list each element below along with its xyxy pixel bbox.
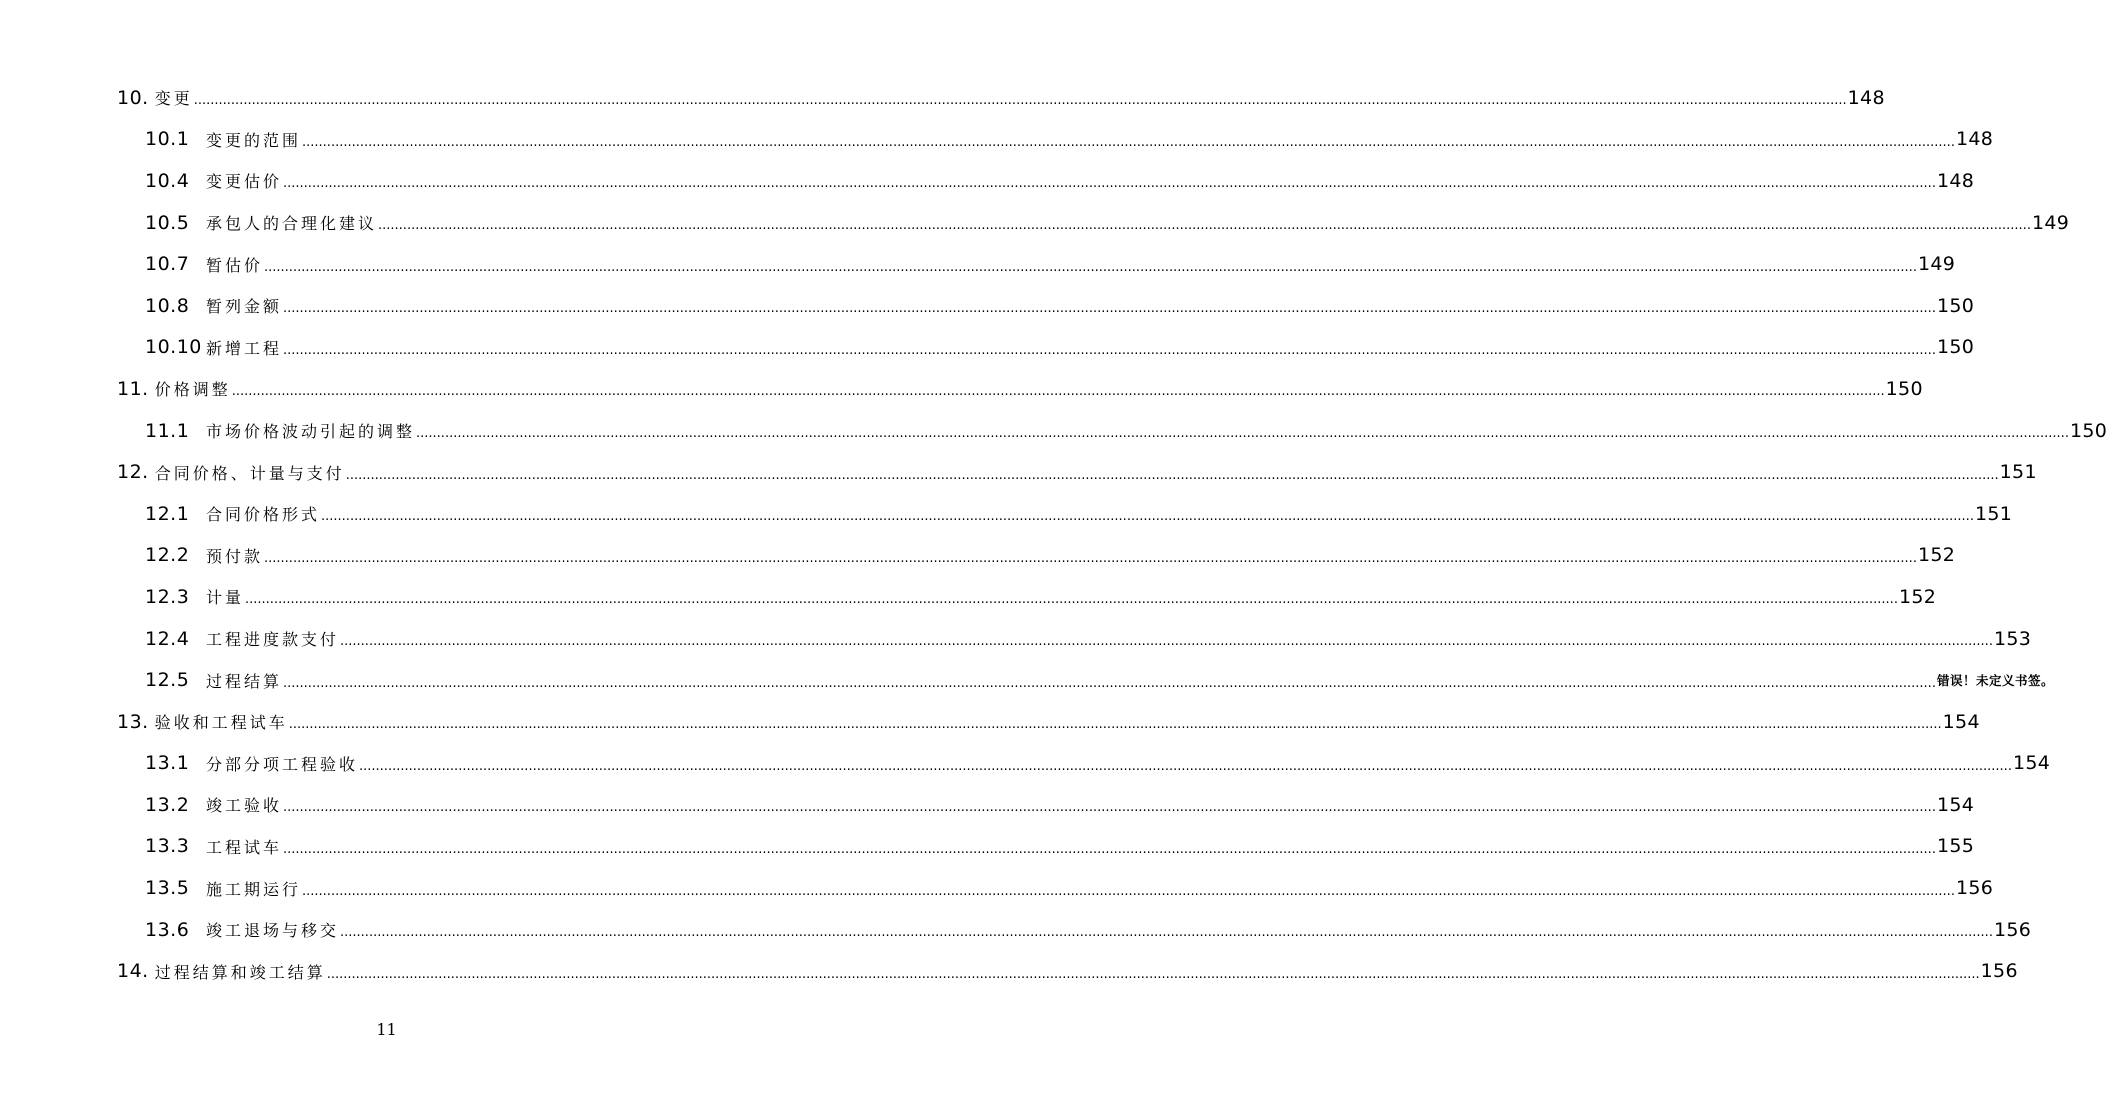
toc-entry-title: 工程进度款支付 bbox=[206, 630, 340, 650]
toc-entry-number: 13.1 bbox=[145, 752, 190, 775]
toc-section-entry[interactable] bbox=[0, 867, 1994, 909]
toc-dot-leader: ................................................................................................................................................................................................................................................................................................................................................................................................................ bbox=[340, 634, 1993, 650]
toc-entry-number: 10.7 bbox=[145, 253, 190, 276]
toc-page-number: 148 bbox=[1847, 86, 1885, 109]
toc-entry-line bbox=[0, 618, 2032, 660]
toc-entry-line bbox=[0, 160, 1975, 202]
toc-page-number: 156 bbox=[1955, 877, 1994, 900]
toc-entry-title: 预付款 bbox=[206, 546, 264, 566]
toc-entry-number: 10.8 bbox=[145, 294, 190, 317]
toc-page-number: 150 bbox=[2069, 419, 2107, 442]
toc-entry-number: 14. bbox=[117, 960, 149, 983]
toc-page-number: 150 bbox=[1936, 336, 1975, 359]
toc-entry-number: 12.5 bbox=[145, 669, 190, 692]
toc-chapter-entry[interactable] bbox=[0, 77, 1885, 119]
toc-entry-line bbox=[0, 410, 2107, 452]
toc-entry-line bbox=[0, 285, 1975, 327]
toc-section-entry[interactable] bbox=[0, 119, 1994, 161]
toc-entry-line bbox=[0, 202, 2070, 244]
toc-entry-line bbox=[0, 743, 2051, 785]
toc-entry-number: 11.1 bbox=[145, 419, 190, 442]
toc-entry-title: 竣工退场与移交 bbox=[206, 921, 340, 941]
toc-section-entry[interactable] bbox=[0, 160, 1975, 202]
toc-entry-line bbox=[0, 950, 2018, 992]
toc-chapter-entry[interactable] bbox=[0, 701, 1980, 743]
toc-dot-leader: ................................................................................................................................................................................................................................................................................................................................................................................................................ bbox=[340, 925, 1993, 941]
toc-entry-number: 12.4 bbox=[145, 627, 190, 650]
toc-entry-title: 变更 bbox=[154, 89, 193, 109]
toc-dot-leader: ................................................................................................................................................................................................................................................................................................................................................................................................................ bbox=[326, 966, 1980, 982]
toc-entry-line bbox=[0, 77, 1885, 119]
toc-dot-leader: ................................................................................................................................................................................................................................................................................................................................................................................................................ bbox=[288, 717, 1942, 733]
toc-entry-line bbox=[0, 493, 2013, 535]
toc-entry-number: 12. bbox=[117, 461, 149, 484]
toc-entry-number: 10.10 bbox=[145, 336, 202, 359]
toc-entry-title: 合同价格、计量与支付 bbox=[154, 463, 345, 483]
toc-entry-title: 竣工验收 bbox=[206, 796, 283, 816]
toc-chapter-entry[interactable] bbox=[0, 451, 2037, 493]
toc-page-number: 152 bbox=[1917, 544, 1956, 567]
toc-page-number: 156 bbox=[1993, 918, 2032, 941]
toc-page-number: 148 bbox=[1936, 169, 1975, 192]
toc-dot-leader: ................................................................................................................................................................................................................................................................................................................................................................................................................ bbox=[416, 426, 2069, 442]
toc-entry-title: 新增工程 bbox=[206, 338, 283, 358]
toc-page-number: 148 bbox=[1955, 128, 1994, 151]
toc-entry-title: 分部分项工程验收 bbox=[206, 754, 359, 774]
toc-section-entry[interactable] bbox=[0, 410, 2107, 452]
toc-page-number: 149 bbox=[2031, 211, 2070, 234]
toc-entry-line bbox=[0, 659, 2054, 701]
toc-section-entry[interactable] bbox=[0, 243, 1956, 285]
toc-dot-leader: ................................................................................................................................................................................................................................................................................................................................................................................................................ bbox=[345, 467, 1999, 483]
toc-dot-leader: ................................................................................................................................................................................................................................................................................................................................................................................................................ bbox=[283, 301, 1936, 317]
toc-entry-number: 10. bbox=[117, 86, 149, 109]
toc-dot-leader: ................................................................................................................................................................................................................................................................................................................................................................................................................ bbox=[283, 800, 1936, 816]
toc-section-entry[interactable] bbox=[0, 327, 1975, 369]
toc-page-number: 154 bbox=[2012, 752, 2051, 775]
toc-section-entry[interactable] bbox=[0, 493, 2013, 535]
toc-page-number: 154 bbox=[1942, 710, 1980, 733]
toc-entry-line bbox=[0, 701, 1980, 743]
toc-dot-leader: ................................................................................................................................................................................................................................................................................................................................................................................................................ bbox=[245, 592, 1898, 608]
toc-entry-title: 变更估价 bbox=[206, 172, 283, 192]
toc-entry-number: 13.5 bbox=[145, 877, 190, 900]
toc-entry-title: 合同价格形式 bbox=[206, 505, 321, 525]
toc-dot-leader: ................................................................................................................................................................................................................................................................................................................................................................................................................ bbox=[321, 509, 1974, 525]
toc-entry-number: 12.2 bbox=[145, 544, 190, 567]
toc-bookmark-error: 错误！未定义书签。 bbox=[1936, 673, 2054, 689]
toc-dot-leader: ................................................................................................................................................................................................................................................................................................................................................................................................................ bbox=[378, 218, 2031, 234]
toc-entry-title: 价格调整 bbox=[154, 380, 231, 400]
toc-dot-leader: ................................................................................................................................................................................................................................................................................................................................................................................................................ bbox=[359, 758, 2012, 774]
toc-page-number: 149 bbox=[1917, 253, 1956, 276]
toc-entry-line bbox=[0, 826, 1975, 868]
toc-dot-leader: ................................................................................................................................................................................................................................................................................................................................................................................................................ bbox=[283, 176, 1936, 192]
toc-entry-line bbox=[0, 368, 1923, 410]
toc-entry-number: 10.1 bbox=[145, 128, 190, 151]
toc-section-entry[interactable] bbox=[0, 576, 1937, 618]
toc-entry-title: 工程试车 bbox=[206, 837, 283, 857]
toc-entry-title: 过程结算和竣工结算 bbox=[154, 962, 326, 982]
toc-page-number: 153 bbox=[1993, 627, 2032, 650]
toc-dot-leader: ................................................................................................................................................................................................................................................................................................................................................................................................................ bbox=[193, 93, 1847, 109]
toc-entry-number: 13.3 bbox=[145, 835, 190, 858]
page-number: 11 bbox=[376, 1020, 397, 1039]
table-of-contents bbox=[0, 77, 2107, 992]
toc-section-entry[interactable] bbox=[0, 826, 1975, 868]
toc-section-entry[interactable] bbox=[0, 618, 2032, 660]
toc-entry-title: 过程结算 bbox=[206, 671, 283, 691]
toc-entry-title: 暂估价 bbox=[206, 255, 264, 275]
toc-dot-leader: ................................................................................................................................................................................................................................................................................................................................................................................................................ bbox=[302, 883, 1955, 899]
toc-dot-leader: ................................................................................................................................................................................................................................................................................................................................................................................................................ bbox=[283, 342, 1936, 358]
toc-entry-number: 10.5 bbox=[145, 211, 190, 234]
toc-page-number: 154 bbox=[1936, 793, 1975, 816]
toc-entry-line bbox=[0, 909, 2032, 951]
toc-section-entry[interactable] bbox=[0, 285, 1975, 327]
toc-page-number: 151 bbox=[1999, 461, 2037, 484]
toc-dot-leader: ................................................................................................................................................................................................................................................................................................................................................................................................................ bbox=[264, 550, 1917, 566]
toc-entry-number: 12.3 bbox=[145, 585, 190, 608]
toc-entry-title: 施工期运行 bbox=[206, 879, 302, 899]
toc-entry-line bbox=[0, 576, 1937, 618]
toc-entry-number: 11. bbox=[117, 377, 149, 400]
toc-entry-number: 13.6 bbox=[145, 918, 190, 941]
toc-entry-title: 计量 bbox=[206, 588, 245, 608]
toc-page-number: 150 bbox=[1885, 377, 1923, 400]
toc-chapter-entry[interactable] bbox=[0, 950, 2018, 992]
toc-section-entry[interactable] bbox=[0, 743, 2051, 785]
toc-dot-leader: ................................................................................................................................................................................................................................................................................................................................................................................................................ bbox=[264, 259, 1917, 275]
toc-section-entry[interactable] bbox=[0, 202, 2070, 244]
toc-entry-number: 13. bbox=[117, 710, 149, 733]
toc-entry-number: 12.1 bbox=[145, 502, 190, 525]
toc-entry-line bbox=[0, 119, 1994, 161]
toc-dot-leader: ................................................................................................................................................................................................................................................................................................................................................................................................................ bbox=[302, 134, 1955, 150]
toc-dot-leader: ................................................................................................................................................................................................................................................................................................................................................................................................................ bbox=[231, 384, 1885, 400]
toc-entry-line bbox=[0, 327, 1975, 369]
toc-entry-number: 10.4 bbox=[145, 169, 190, 192]
toc-entry-line bbox=[0, 451, 2037, 493]
toc-chapter-entry[interactable] bbox=[0, 368, 1923, 410]
toc-section-entry[interactable] bbox=[0, 909, 2032, 951]
toc-entry-title: 承包人的合理化建议 bbox=[206, 214, 378, 234]
toc-entry-title: 验收和工程试车 bbox=[154, 713, 288, 733]
toc-entry-line bbox=[0, 535, 1956, 577]
toc-entry-title: 变更的范围 bbox=[206, 130, 302, 150]
toc-entry-line bbox=[0, 784, 1975, 826]
toc-entry-line bbox=[0, 243, 1956, 285]
toc-section-entry[interactable] bbox=[0, 535, 1956, 577]
toc-page-number: 156 bbox=[1980, 960, 2018, 983]
toc-entry-title: 市场价格波动引起的调整 bbox=[206, 422, 416, 442]
toc-entry-number: 13.2 bbox=[145, 793, 190, 816]
toc-dot-leader: ................................................................................................................................................................................................................................................................................................................................................................................................................ bbox=[283, 675, 1936, 691]
toc-page-number: 151 bbox=[1974, 502, 2013, 525]
toc-section-entry[interactable] bbox=[0, 659, 2054, 701]
toc-page-number: 150 bbox=[1936, 294, 1975, 317]
toc-page-number: 155 bbox=[1936, 835, 1975, 858]
toc-section-entry[interactable] bbox=[0, 784, 1975, 826]
toc-entry-title: 暂列金额 bbox=[206, 297, 283, 317]
toc-dot-leader: ................................................................................................................................................................................................................................................................................................................................................................................................................ bbox=[283, 841, 1936, 857]
toc-entry-line bbox=[0, 867, 1994, 909]
toc-page-number: 152 bbox=[1898, 585, 1937, 608]
